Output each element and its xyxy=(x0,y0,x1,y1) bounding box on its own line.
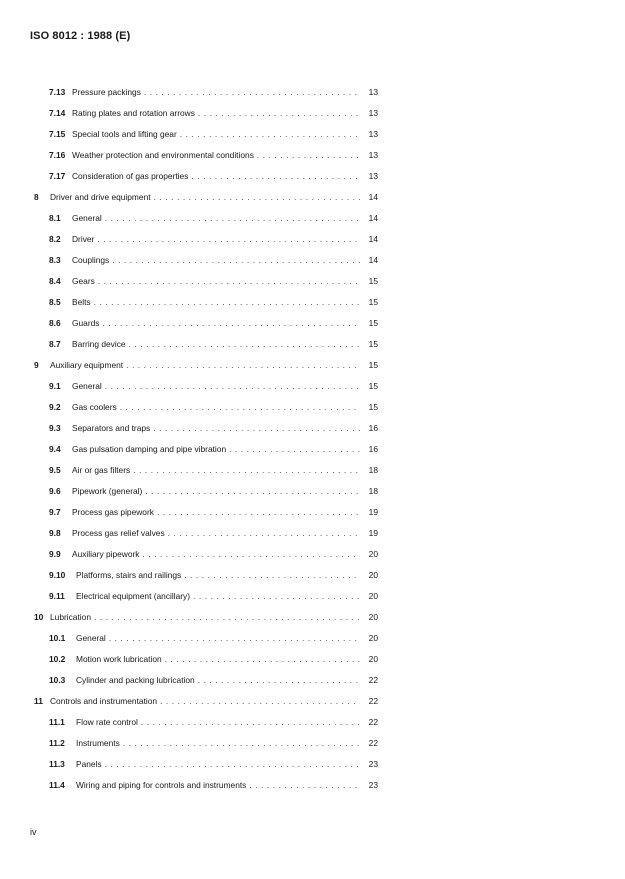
toc-entry-leader xyxy=(120,402,360,412)
toc-entry-leader xyxy=(180,129,360,139)
toc-entry-title: Panels xyxy=(76,759,102,769)
toc-entry-leader xyxy=(141,717,360,727)
toc-entry-page: 13 xyxy=(368,87,378,97)
toc-entry-leader xyxy=(168,528,360,538)
toc-entry-number: 9.9 xyxy=(49,549,61,559)
toc-entry-number: 7.14 xyxy=(49,108,66,118)
toc-entry-leader xyxy=(105,213,360,223)
toc-entry-page: 19 xyxy=(368,528,378,538)
toc-entry-8-2 xyxy=(0,231,625,252)
toc-entry-page: 22 xyxy=(368,717,378,727)
toc-entry-number: 9.6 xyxy=(49,486,61,496)
toc-entry-leader xyxy=(193,591,360,601)
toc-entry-number: 10.2 xyxy=(49,654,66,664)
toc-entry-number: 7.13 xyxy=(49,87,66,97)
toc-entry-page: 13 xyxy=(368,108,378,118)
toc-entry-7-15 xyxy=(0,126,625,147)
toc-entry-title: Couplings xyxy=(72,255,110,265)
toc-entry-10-1 xyxy=(0,630,625,651)
toc-entry-number: 7.17 xyxy=(49,171,66,181)
toc-entry-leader xyxy=(198,108,360,118)
toc-entry-9 xyxy=(0,357,625,378)
toc-entry-title: Process gas relief valves xyxy=(72,528,165,538)
toc-entry-leader xyxy=(109,633,360,643)
table-of-contents xyxy=(0,84,625,798)
toc-entry-number: 8.6 xyxy=(49,318,61,328)
toc-entry-9-8 xyxy=(0,525,625,546)
toc-entry-number: 9.11 xyxy=(49,591,65,601)
toc-entry-title: Gas pulsation damping and pipe vibration xyxy=(72,444,227,454)
toc-entry-8-1 xyxy=(0,210,625,231)
toc-entry-page: 18 xyxy=(368,486,378,496)
toc-entry-leader xyxy=(129,339,360,349)
toc-entry-10-3 xyxy=(0,672,625,693)
toc-entry-page: 15 xyxy=(368,339,378,349)
toc-entry-title: Separators and traps xyxy=(72,423,151,433)
toc-entry-title: Gas coolers xyxy=(72,402,117,412)
toc-entry-leader xyxy=(123,738,360,748)
toc-entry-page: 19 xyxy=(368,507,378,517)
toc-entry-page: 14 xyxy=(368,192,378,202)
toc-entry-page: 20 xyxy=(368,633,378,643)
toc-entry-leader xyxy=(184,570,360,580)
toc-entry-9-2 xyxy=(0,399,625,420)
toc-entry-8-6 xyxy=(0,315,625,336)
toc-entry-leader xyxy=(94,297,360,307)
toc-entry-page: 15 xyxy=(368,318,378,328)
toc-entry-9-7 xyxy=(0,504,625,525)
toc-entry-11-4 xyxy=(0,777,625,798)
toc-entry-title: Wiring and piping for controls and instruments xyxy=(76,780,247,790)
toc-entry-title: General xyxy=(72,381,102,391)
toc-entry-8-3 xyxy=(0,252,625,273)
toc-entry-number: 8.3 xyxy=(49,255,61,265)
toc-entry-number: 9.4 xyxy=(49,444,61,454)
toc-entry-page: 14 xyxy=(368,255,378,265)
toc-entry-title: Process gas pipework xyxy=(72,507,154,517)
toc-entry-title: Lubrication xyxy=(50,612,91,622)
toc-entry-9-11 xyxy=(0,588,625,609)
toc-entry-page: 20 xyxy=(368,654,378,664)
toc-entry-page: 23 xyxy=(368,759,378,769)
toc-entry-10 xyxy=(0,609,625,630)
toc-entry-title: Instruments xyxy=(76,738,120,748)
toc-entry-number: 9.10 xyxy=(49,570,66,580)
toc-entry-number: 8.5 xyxy=(49,297,61,307)
toc-entry-number: 7.15 xyxy=(49,129,66,139)
toc-entry-page: 13 xyxy=(368,171,378,181)
toc-entry-page: 14 xyxy=(368,234,378,244)
toc-entry-page: 23 xyxy=(368,780,378,790)
toc-entry-leader xyxy=(105,381,360,391)
toc-entry-number: 9.2 xyxy=(49,402,61,412)
toc-entry-number: 8.1 xyxy=(49,213,61,223)
toc-entry-title: Special tools and lifting gear xyxy=(72,129,177,139)
toc-entry-11-2 xyxy=(0,735,625,756)
toc-entry-number: 10.1 xyxy=(49,633,66,643)
toc-entry-8-5 xyxy=(0,294,625,315)
toc-entry-title: General xyxy=(72,213,102,223)
toc-entry-number: 8.4 xyxy=(49,276,61,286)
toc-entry-9-10 xyxy=(0,567,625,588)
toc-entry-7-17 xyxy=(0,168,625,189)
toc-entry-title: Cylinder and packing lubrication xyxy=(76,675,195,685)
toc-entry-number: 10 xyxy=(34,612,44,622)
toc-entry-number: 11.3 xyxy=(49,759,65,769)
toc-entry-title: Electrical equipment (ancillary) xyxy=(76,591,191,601)
toc-entry-leader xyxy=(160,696,360,706)
toc-entry-leader xyxy=(98,276,360,286)
toc-entry-number: 9 xyxy=(34,360,39,370)
toc-entry-page: 16 xyxy=(368,423,378,433)
toc-entry-title: Pressure packings xyxy=(72,87,141,97)
toc-entry-page: 15 xyxy=(368,381,378,391)
toc-entry-leader xyxy=(257,150,360,160)
toc-entry-8-4 xyxy=(0,273,625,294)
toc-entry-7-16 xyxy=(0,147,625,168)
toc-entry-title: Air or gas filters xyxy=(72,465,131,475)
toc-entry-page: 14 xyxy=(368,213,378,223)
toc-entry-page: 13 xyxy=(368,150,378,160)
toc-entry-page: 15 xyxy=(368,360,378,370)
toc-entry-9-5 xyxy=(0,462,625,483)
toc-entry-number: 11.1 xyxy=(49,717,65,727)
toc-entry-leader xyxy=(154,192,360,202)
toc-entry-9-4 xyxy=(0,441,625,462)
toc-entry-title: Flow rate control xyxy=(76,717,138,727)
document-header: ISO 8012 : 1988 (E) xyxy=(30,30,131,42)
toc-entry-11-3 xyxy=(0,756,625,777)
toc-entry-leader xyxy=(191,171,360,181)
toc-entry-9-6 xyxy=(0,483,625,504)
toc-entry-page: 15 xyxy=(368,297,378,307)
toc-entry-number: 8.7 xyxy=(49,339,61,349)
toc-entry-number: 8.2 xyxy=(49,234,61,244)
toc-entry-9-9 xyxy=(0,546,625,567)
toc-entry-title: Driver xyxy=(72,234,95,244)
toc-entry-page: 20 xyxy=(368,591,378,601)
toc-entry-title: Weather protection and environmental conditions xyxy=(72,150,254,160)
toc-entry-title: Consideration of gas properties xyxy=(72,171,189,181)
toc-entry-leader xyxy=(105,759,360,769)
toc-entry-leader xyxy=(143,549,361,559)
toc-entry-number: 9.8 xyxy=(49,528,61,538)
toc-entry-number: 11.4 xyxy=(49,780,65,790)
toc-entry-page: 15 xyxy=(368,402,378,412)
toc-entry-number: 9.1 xyxy=(49,381,61,391)
toc-entry-leader xyxy=(249,780,360,790)
toc-entry-title: Barring device xyxy=(72,339,126,349)
toc-entry-title: Driver and drive equipment xyxy=(50,192,151,202)
toc-entry-leader xyxy=(97,234,360,244)
toc-entry-page: 22 xyxy=(368,738,378,748)
toc-entry-8-7 xyxy=(0,336,625,357)
toc-entry-number: 9.5 xyxy=(49,465,61,475)
toc-entry-number: 7.16 xyxy=(49,150,66,160)
toc-entry-title: Controls and instrumentation xyxy=(50,696,158,706)
toc-entry-leader xyxy=(94,612,360,622)
toc-entry-number: 11.2 xyxy=(49,738,65,748)
toc-entry-page: 15 xyxy=(368,276,378,286)
toc-entry-page: 18 xyxy=(368,465,378,475)
toc-entry-leader xyxy=(133,465,360,475)
toc-entry-8 xyxy=(0,189,625,210)
toc-entry-title: Belts xyxy=(72,297,91,307)
toc-entry-leader xyxy=(126,360,360,370)
toc-entry-11-1 xyxy=(0,714,625,735)
toc-entry-leader xyxy=(198,675,360,685)
toc-entry-leader xyxy=(145,486,360,496)
toc-entry-title: Gears xyxy=(72,276,95,286)
toc-entry-10-2 xyxy=(0,651,625,672)
toc-entry-number: 10.3 xyxy=(49,675,66,685)
toc-entry-11 xyxy=(0,693,625,714)
toc-entry-title: General xyxy=(76,633,106,643)
toc-entry-9-3 xyxy=(0,420,625,441)
footer-page-number: iv xyxy=(30,827,37,837)
toc-entry-page: 16 xyxy=(368,444,378,454)
toc-entry-leader xyxy=(112,255,360,265)
toc-entry-title: Auxiliary equipment xyxy=(50,360,124,370)
toc-entry-page: 20 xyxy=(368,612,378,622)
toc-entry-number: 9.7 xyxy=(49,507,61,517)
toc-entry-page: 22 xyxy=(368,675,378,685)
toc-entry-title: Auxiliary pipework xyxy=(72,549,140,559)
toc-entry-title: Pipework (general) xyxy=(72,486,143,496)
toc-entry-title: Guards xyxy=(72,318,100,328)
toc-entry-leader xyxy=(165,654,360,664)
toc-entry-number: 11 xyxy=(34,696,43,706)
toc-entry-number: 8 xyxy=(34,192,39,202)
toc-entry-page: 13 xyxy=(368,129,378,139)
toc-entry-leader xyxy=(153,423,360,433)
toc-entry-title: Motion work lubrication xyxy=(76,654,162,664)
toc-entry-title: Rating plates and rotation arrows xyxy=(72,108,195,118)
toc-entry-leader xyxy=(157,507,360,517)
toc-entry-number: 9.3 xyxy=(49,423,61,433)
toc-entry-7-13 xyxy=(0,84,625,105)
toc-entry-page: 20 xyxy=(368,570,378,580)
toc-entry-7-14 xyxy=(0,105,625,126)
toc-entry-leader xyxy=(229,444,360,454)
toc-entry-page: 22 xyxy=(368,696,378,706)
toc-entry-title: Platforms, stairs and railings xyxy=(76,570,182,580)
toc-entry-leader xyxy=(144,87,360,97)
toc-entry-9-1 xyxy=(0,378,625,399)
toc-entry-leader xyxy=(102,318,360,328)
toc-entry-page: 20 xyxy=(368,549,378,559)
